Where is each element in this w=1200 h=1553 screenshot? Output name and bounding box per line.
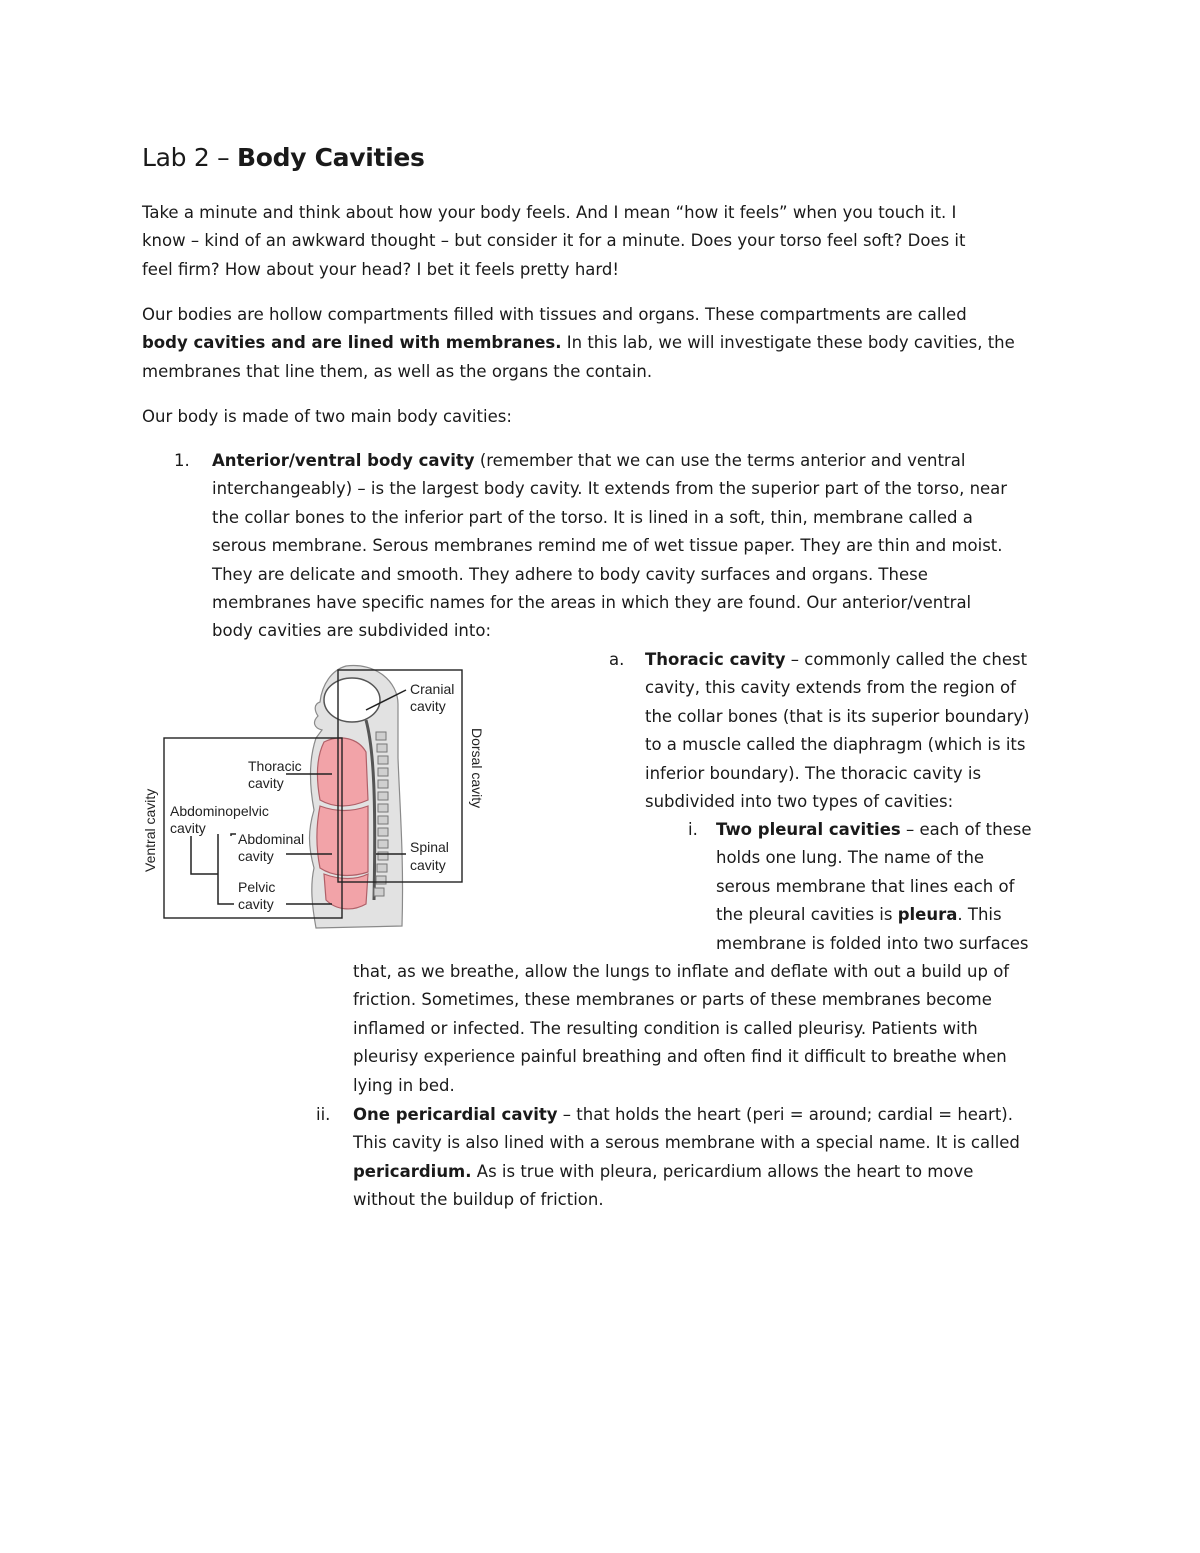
list-item-line: the collar bones to the inferior part of the torso. It is lined in a soft, thin, membrane called a	[212, 507, 973, 527]
page-title	[142, 143, 425, 172]
list-item-line: friction. Sometimes, these membranes or parts of these membranes become	[353, 990, 992, 1010]
list-item-pericardial	[353, 1101, 1020, 1215]
spinal-label-2: cavity	[410, 857, 446, 873]
list-item-line: serous membrane that lines each of	[716, 876, 1015, 896]
list-item-line: interchangeably) – is the largest body cavity. It extends from the superior part of the torso, near	[212, 479, 1008, 499]
abdominopelvic-label-2: cavity	[170, 820, 206, 836]
list-item-line: serous membrane. Serous membranes remind me of wet tissue paper. They are thin and moist.	[212, 536, 1003, 556]
paragraph-line: Our bodies are hollow compartments filled with tissues and organs. These compartments are called	[142, 305, 967, 324]
list-item-line	[353, 1158, 1020, 1186]
cranial-cavity-shape	[324, 678, 380, 722]
list-item-line	[716, 901, 1032, 929]
list-item-line: membrane is folded into two surfaces	[716, 933, 1029, 953]
term-pericardial: One pericardial cavity	[353, 1105, 558, 1124]
list-item-line: cavity, this cavity extends from the region of	[645, 678, 1016, 698]
intro-paragraph	[142, 199, 966, 284]
dorsal-label: Dorsal cavity	[469, 728, 485, 809]
list-item-text: – commonly called the chest	[785, 650, 1028, 669]
list-item-text: . This	[957, 905, 1002, 925]
paragraph-line: membranes that line them, as well as the organs the contain.	[142, 361, 653, 381]
intro-line: feel firm? How about your head? I bet it feels pretty hard!	[142, 259, 619, 279]
body-cavities-diagram	[136, 660, 496, 935]
bold-phrase: body cavities and are lined with membranes.	[142, 333, 562, 353]
abdominopelvic-label: Abdominopelvic	[170, 803, 269, 819]
term-thoracic: Thoracic cavity	[645, 650, 786, 669]
abdominal-label-2: cavity	[238, 848, 274, 864]
list-item-text: (remember that we can use the terms anterior and ventral	[474, 451, 966, 470]
pleural-continuation	[353, 958, 1009, 1100]
sublist-marker: i.	[688, 820, 698, 839]
list-item-line: inferior boundary). The thoracic cavity is	[645, 763, 982, 783]
list-item-ventral	[212, 447, 1007, 646]
cranial-label: Cranial	[410, 681, 455, 697]
list-item-line	[212, 447, 1007, 475]
paragraph-text: In this lab, we will investigate these body cavities, the	[561, 333, 1015, 353]
term-pleural: Two pleural cavities	[716, 820, 901, 839]
list-item-line: to a muscle called the diaphragm (which is its	[645, 735, 1026, 755]
list-item-line: pleurisy experience painful breathing and often find it difficult to breathe when	[353, 1047, 1007, 1067]
main-cavities-intro: Our body is made of two main body cavities:	[142, 407, 512, 426]
title-main: Body Cavities	[236, 143, 425, 172]
list-item-line: holds one lung. The name of the	[716, 848, 985, 868]
list-item-line: body cavities are subdivided into:	[212, 621, 492, 641]
ventral-label: Ventral cavity	[142, 788, 158, 872]
list-item-line	[353, 1101, 1020, 1129]
intro-line: know – kind of an awkward thought – but consider it for a minute. Does your torso feel soft? Does it	[142, 231, 966, 251]
list-item-line	[645, 646, 1030, 674]
abdominal-label: Abdominal	[238, 831, 305, 847]
list-item-pleural	[716, 816, 1032, 958]
list-item-line: membranes have specific names for the areas in which they are found. Our anterior/ventral	[212, 593, 972, 613]
list-item-text: – each of these	[900, 820, 1032, 839]
list-item-line: This cavity is also lined with a serous membrane with a special name. It is called	[353, 1133, 1020, 1153]
term-pericardium: pericardium.	[353, 1161, 472, 1181]
list-item-line: inflamed or infected. The resulting condition is called pleurisy. Patients with	[353, 1018, 978, 1038]
sublist-marker: ii.	[316, 1105, 331, 1124]
pelvic-label-2: cavity	[238, 896, 274, 912]
pelvic-label: Pelvic	[238, 879, 276, 895]
list-item-text: the pleural cavities is	[716, 905, 898, 925]
sublist-marker: a.	[609, 650, 625, 669]
thoracic-label-2: cavity	[248, 775, 284, 791]
term-pleura: pleura	[897, 905, 958, 925]
list-item-line: subdivided into two types of cavities:	[645, 792, 954, 812]
list-item-text: As is true with pleura, pericardium allows the heart to move	[471, 1161, 974, 1181]
intro-line: Take a minute and think about how your body feels. And I mean “how it feels” when you touch it. I	[142, 203, 957, 222]
cranial-label-2: cavity	[410, 698, 446, 714]
list-item-line	[716, 816, 1032, 844]
list-item-line: They are delicate and smooth. They adhere to body cavity surfaces and organs. These	[212, 564, 928, 584]
list-item-line: without the buildup of friction.	[353, 1190, 604, 1210]
term-anterior-ventral: Anterior/ventral body cavity	[212, 451, 475, 470]
title-prefix: Lab 2 –	[142, 143, 237, 172]
cavities-paragraph	[142, 301, 1015, 386]
paragraph-line	[142, 329, 1015, 357]
list-item-thoracic	[645, 646, 1030, 816]
spinal-label: Spinal	[410, 839, 449, 855]
list-number: 1.	[174, 451, 190, 470]
list-item-line: lying in bed.	[353, 1075, 455, 1095]
list-item-line: the collar bones (that is its superior boundary)	[645, 706, 1030, 726]
list-item-text: – that holds the heart (peri = around; cardial = heart).	[557, 1105, 1013, 1124]
thoracic-label: Thoracic	[248, 758, 302, 774]
list-item-line: that, as we breathe, allow the lungs to inflate and deflate with out a build up of	[353, 962, 1010, 981]
